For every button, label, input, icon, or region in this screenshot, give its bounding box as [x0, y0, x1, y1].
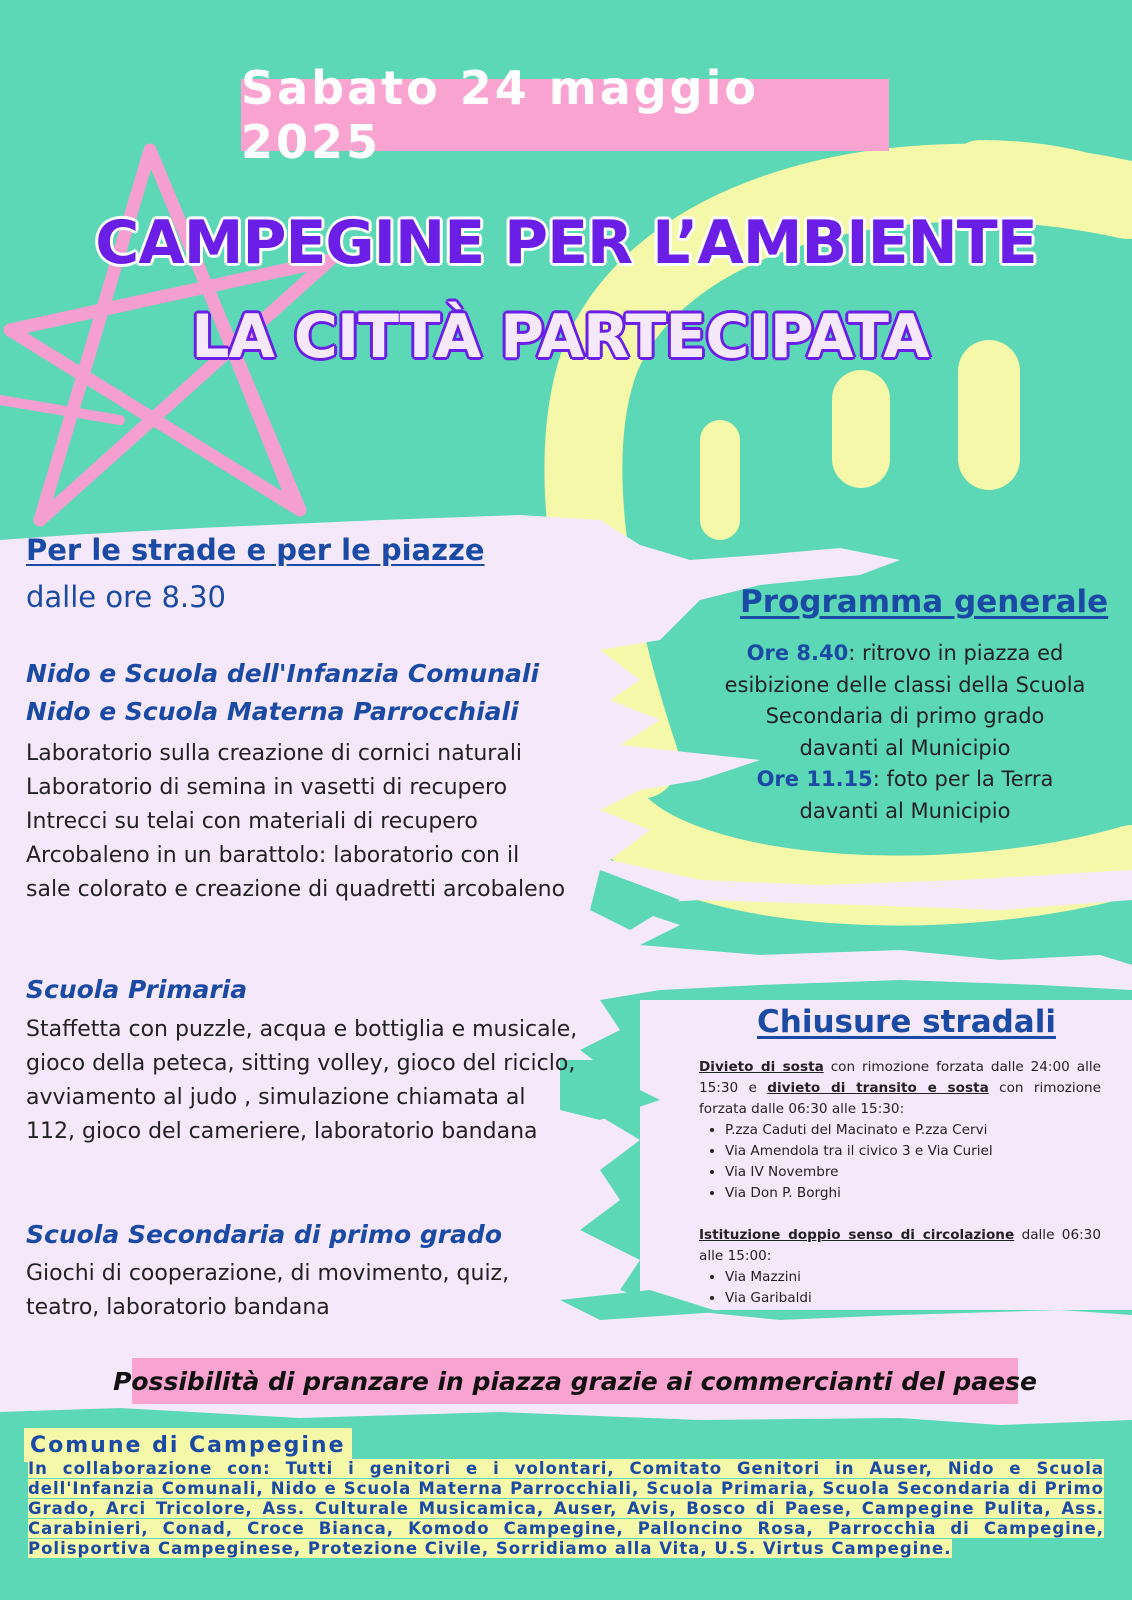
title-line-1: CAMPEGINE PER L’AMBIENTE [95, 208, 1037, 278]
section-title-line: Scuola Secondaria di primo grado [26, 1220, 502, 1249]
section-body [26, 1257, 509, 1325]
closure-keyword: Divieto di sosta [699, 1059, 824, 1075]
section-body [26, 1013, 577, 1149]
closed-streets-list [699, 1120, 1101, 1204]
activity-line: Intrecci su telai con materiali di recupero [26, 809, 478, 834]
activity-line: Giochi di cooperazione, di movimento, quiz, [26, 1261, 510, 1286]
closure-keyword: Istituzione doppio senso di circolazione [699, 1227, 1015, 1243]
closure-text: con rimozione forzata dalle 06:30 alle 15:30: [699, 1080, 1102, 1117]
section-title-line: Nido e Scuola Materna Parrocchiali [26, 697, 519, 726]
activity-line: Laboratorio sulla creazione di cornici naturali [26, 741, 523, 766]
start-time: dalle ore 8.30 [26, 580, 227, 614]
section-title-line: Nido e Scuola dell'Infanzia Comunali [26, 659, 540, 688]
closure-text: con rimozione forzata dalle 24:00 alle 15:30 e [699, 1059, 1101, 1096]
lunch-banner [113, 1358, 1037, 1404]
section-title [26, 655, 539, 731]
activity-line: gioco della peteca, sitting volley, gioco del riciclo, [26, 1051, 576, 1076]
activity-line: Staffetta con puzzle, acqua e bottiglia e musicale, [26, 1017, 578, 1042]
closure-text: dalle 06:30 alle 15:00: [699, 1227, 1101, 1264]
program-line: : ritrovo in piazza ed [848, 641, 1064, 665]
program-text [700, 638, 1110, 827]
section-title-line: Scuola Primaria [26, 975, 248, 1004]
title-line-2: LA CITTÀ PARTECIPATA [191, 302, 929, 372]
program-line: davanti al Municipio [799, 798, 1011, 823]
activity-line: Laboratorio di semina in vasetti di recupero [26, 775, 508, 800]
activity-line: Arcobaleno in un barattolo: laboratorio con il [26, 843, 520, 868]
list-item: • Via Mazzini [725, 1267, 1101, 1288]
lunch-text: Possibilità di pranzare in piazza grazie ai commercianti del paese [113, 1366, 1037, 1396]
program-line: davanti al Municipio [799, 735, 1011, 760]
program-line: : foto per la Terra [872, 767, 1054, 791]
program-time: Ore 8.40 [746, 641, 849, 665]
collaborators-list: In collaborazione con: Tutti i genitori e i volontari, Comitato Genitori in Auser, Nido e Scuola dell'Infanzia Comunali, Nido e Scuola Materna Parrocchiali, Scuola Primaria, Scuola Secondaria di Primo Grado, Arci Tricolore, Ass. Culturale Musicamica, Auser, Avis, Bosco di Paese, Campegine Pulita, Ass. Carabinieri, Conad, Croce Bianca, Komodo Campegine, Palloncino Rosa, Parrocchia di Campegine, Polisportiva Campeginese, Protezione Civile, Sorridiamo alla Vita, U.S. Virtus Campegine. [28, 1459, 1104, 1558]
list-item: • Via IV Novembre [725, 1162, 1101, 1183]
section-title [26, 1216, 502, 1254]
program-line: esibizione delle classi della Scuola [724, 672, 1086, 697]
event-date [241, 61, 889, 169]
activity-line: 112, gioco del cameriere, laboratorio bandana [26, 1119, 538, 1144]
list-item: • Via Garibaldi [725, 1288, 1101, 1309]
collaborators-text [28, 1459, 1104, 1559]
section-body [26, 737, 565, 907]
two-way-streets-list [699, 1267, 1101, 1309]
organizer-name: Comune di Campegine [30, 1432, 346, 1458]
program-heading: Programma generale [740, 584, 1109, 620]
list-item: • P.zza Caduti del Macinato e P.zza Cervi [725, 1120, 1101, 1141]
program-line: Secondaria di primo grado [765, 704, 1045, 728]
closure-keyword: divieto di transito e sosta [767, 1080, 989, 1096]
smiley-eye-icon [832, 370, 890, 488]
streets-heading: Per le strade e per le piazze [26, 533, 485, 567]
organizer-label [24, 1428, 352, 1462]
activity-line: avviamento al judo , simulazione chiamata al [26, 1085, 526, 1110]
program-time: Ore 11.15 [756, 767, 873, 791]
section-title [26, 971, 247, 1009]
activity-line: teatro, laboratorio bandana [26, 1295, 330, 1320]
activity-line: sale colorato e creazione di quadretti arcobaleno [26, 877, 566, 902]
event-date-text: Sabato 24 maggio 2025 [241, 61, 759, 169]
list-item: • Via Don P. Borghi [725, 1183, 1101, 1204]
closures-heading: Chiusure stradali [757, 1004, 1056, 1040]
list-item: • Via Amendola tra il civico 3 e Via Curiel [725, 1141, 1101, 1162]
closures-text [699, 1057, 1101, 1309]
